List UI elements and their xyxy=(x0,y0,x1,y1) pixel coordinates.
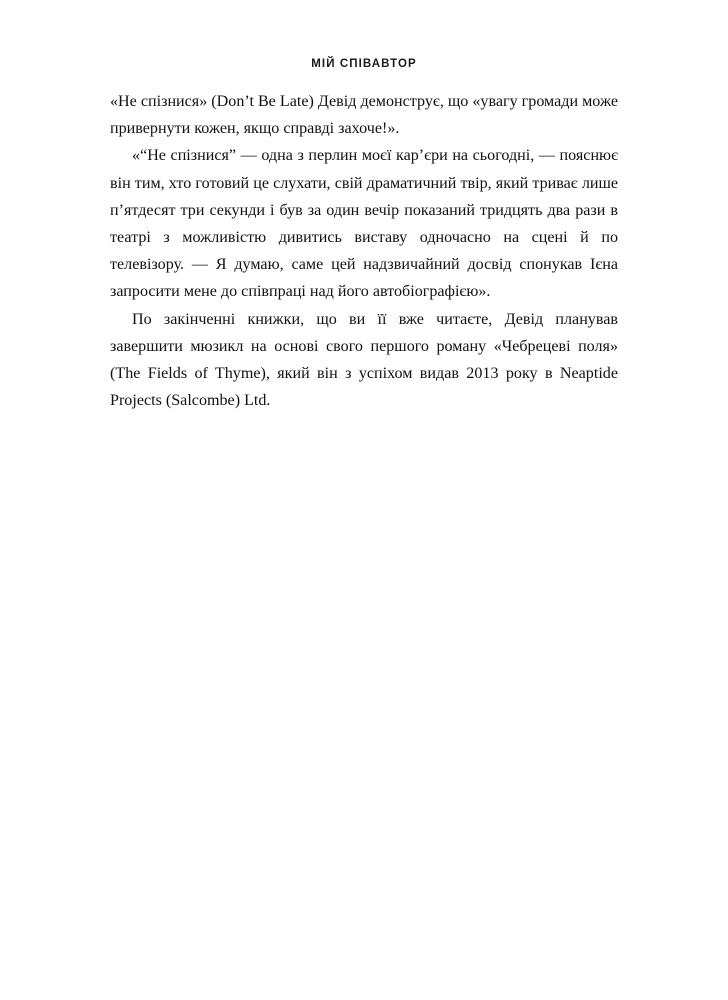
running-head: МІЙ СПІВАВТОР xyxy=(311,58,417,70)
paragraph: По закінченні книжки, що ви її вже читаєте, Девід планував завершити мюзикл на основі свого першого роману «Чебрецеві поля» (The Fields of Thyme), який він з успіхом видав 2013 року в Neaptide Projects (Salcombe) Ltd. xyxy=(110,310,618,410)
body-text xyxy=(110,88,618,414)
paragraph: «“Не спізнися” — одна з перлин моєї кар’єри на сьогодні, — пояснює він тим, хто готовий це слухати, свій драматичний твір, який триває лише п’ятдесят три секунди і був за один вечір показаний тридцять два рази в театрі з можливістю дивитись виставу одночасно на сцені й по телевізору. — Я думаю, саме цей надзвичайний досвід спонукав Ієна запросити мене до співпраці над його автобіографією». xyxy=(110,147,618,301)
paragraph: «Не спізнися» (Don’t Be Late) Девід демонструє, що «увагу громади може привернути кожен, якщо справді захоче!». xyxy=(110,93,618,138)
